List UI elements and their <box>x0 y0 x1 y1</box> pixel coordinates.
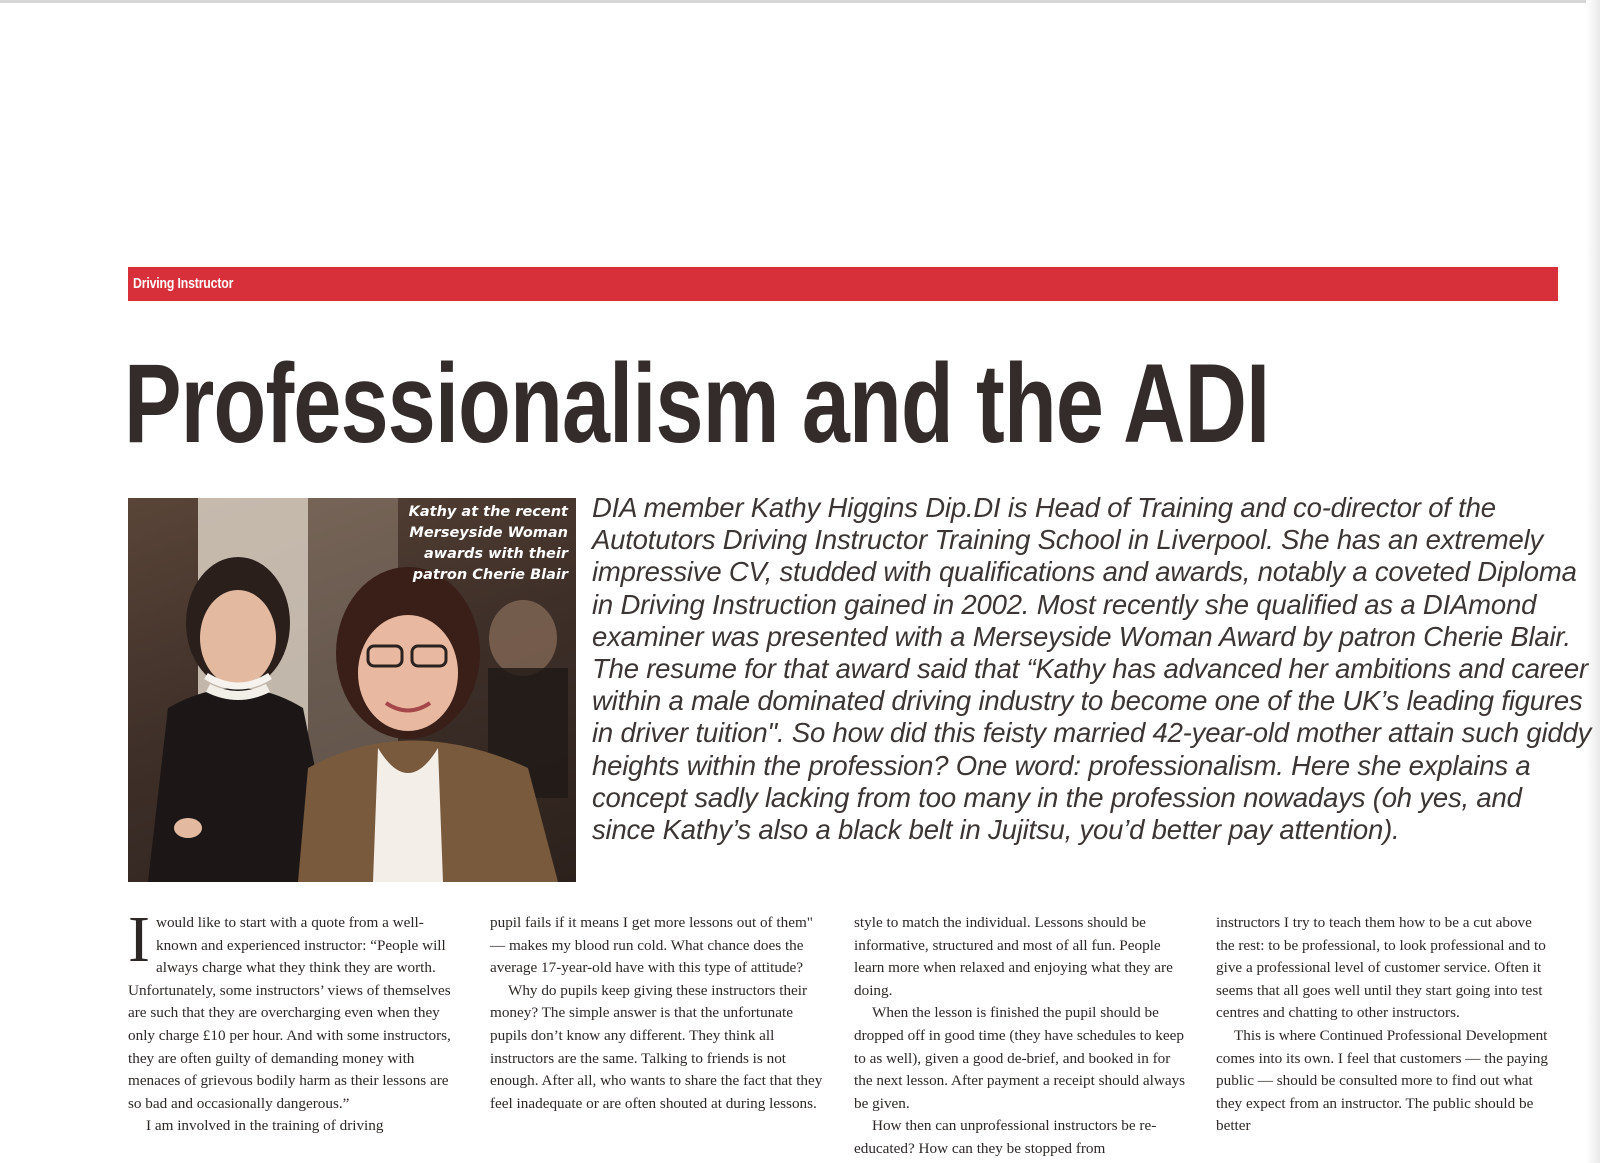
paragraph: I am involved in the training of driving <box>146 1117 384 1135</box>
paragraph: Why do pupils keep giving these instructors their money? The simple answer is that the unfortunate pupils don’t know any different. They think all instructors are the same. Talking to friends is not enough. After all, who wants to share the fact that they feel inadequate or are often shouted at during lessons. <box>490 981 823 1112</box>
paragraph-text: would like to start with a quote from a well-known and experienced instructor: “People will always charge what they think they are worth. Unfortunately, some instructors’ views of themselves are such that they are overcharging even when they only charge £10 per hour. And with some instructors, they are often guilty of demanding money with menaces of grievous bodily harm as their lessons are so bad and occasionally dangerous.” <box>128 914 451 1112</box>
paragraph: style to match the individual. Lessons should be informative, structured and most of all fun. People learn more when relaxed and enjoying what they are doing. <box>854 914 1173 999</box>
standfirst: DIA member Kathy Higgins Dip.DI is Head of Training and co-director of the Autotutors Driving Instructor Training School in Liverpool. She has an extremely impressive CV, studded with qualifications and awards, notably a coveted Diploma in Driving Instruction gained in 2002. Most recently she qualified as a DIAmond examiner was presented with a Merseyside Woman Award by patron Cherie Blair. The resume for that award said that “Kathy has advanced her ambitions and career within a male dominated driving industry to become one of the UK’s leading figures in driver tuition". So how did this feisty married 42-year-old mother attain such giddy heights within the profession? One word: professionalism. Here she explains a concept sadly lacking from too many in the profession nowadays (oh yes, and since Kathy’s also a black belt in Jujitsu, you’d better pay attention). <box>592 492 1592 846</box>
article-photo <box>128 498 576 882</box>
headline: Professionalism and the ADI <box>124 341 1270 466</box>
photo-caption: Kathy at the recent Merseyside Woman awards with their patron Cherie Blair <box>408 504 568 583</box>
page-top-edge <box>0 0 1600 3</box>
article-column-3 <box>854 912 1188 1161</box>
paragraph: instructors I try to teach them how to be a cut above the rest: to be professional, to look professional and to give a professional level of customer service. Often it seems that all goes well until they start going into test centres and chatting to other instructors. <box>1216 914 1546 1022</box>
section-bar <box>128 267 1558 301</box>
drop-cap: I <box>128 903 150 976</box>
paragraph <box>128 903 462 1115</box>
article-column-4 <box>1216 912 1550 1138</box>
paragraph: This is where Continued Professional Development comes into its own. I feel that customers — the paying public — should be consulted more to find out what they expect from an instructor. The public should be better <box>1216 1026 1548 1135</box>
paragraph: When the lesson is finished the pupil should be dropped off in good time (they have schedules to keep to as well), given a good de-brief, and booked in for the next lesson. After payment a receipt should always be given. <box>854 1004 1186 1112</box>
article-column-1 <box>128 903 462 1138</box>
paragraph: pupil fails if it means I get more lessons out of them" — makes my blood run cold. What chance does the average 17-year-old have with this type of attitude? <box>490 914 813 977</box>
section-label: Driving Instructor <box>133 275 234 292</box>
article-column-2 <box>490 912 824 1115</box>
paragraph: How then can unprofessional instructors be re-educated? How can they be stopped from <box>854 1117 1157 1157</box>
